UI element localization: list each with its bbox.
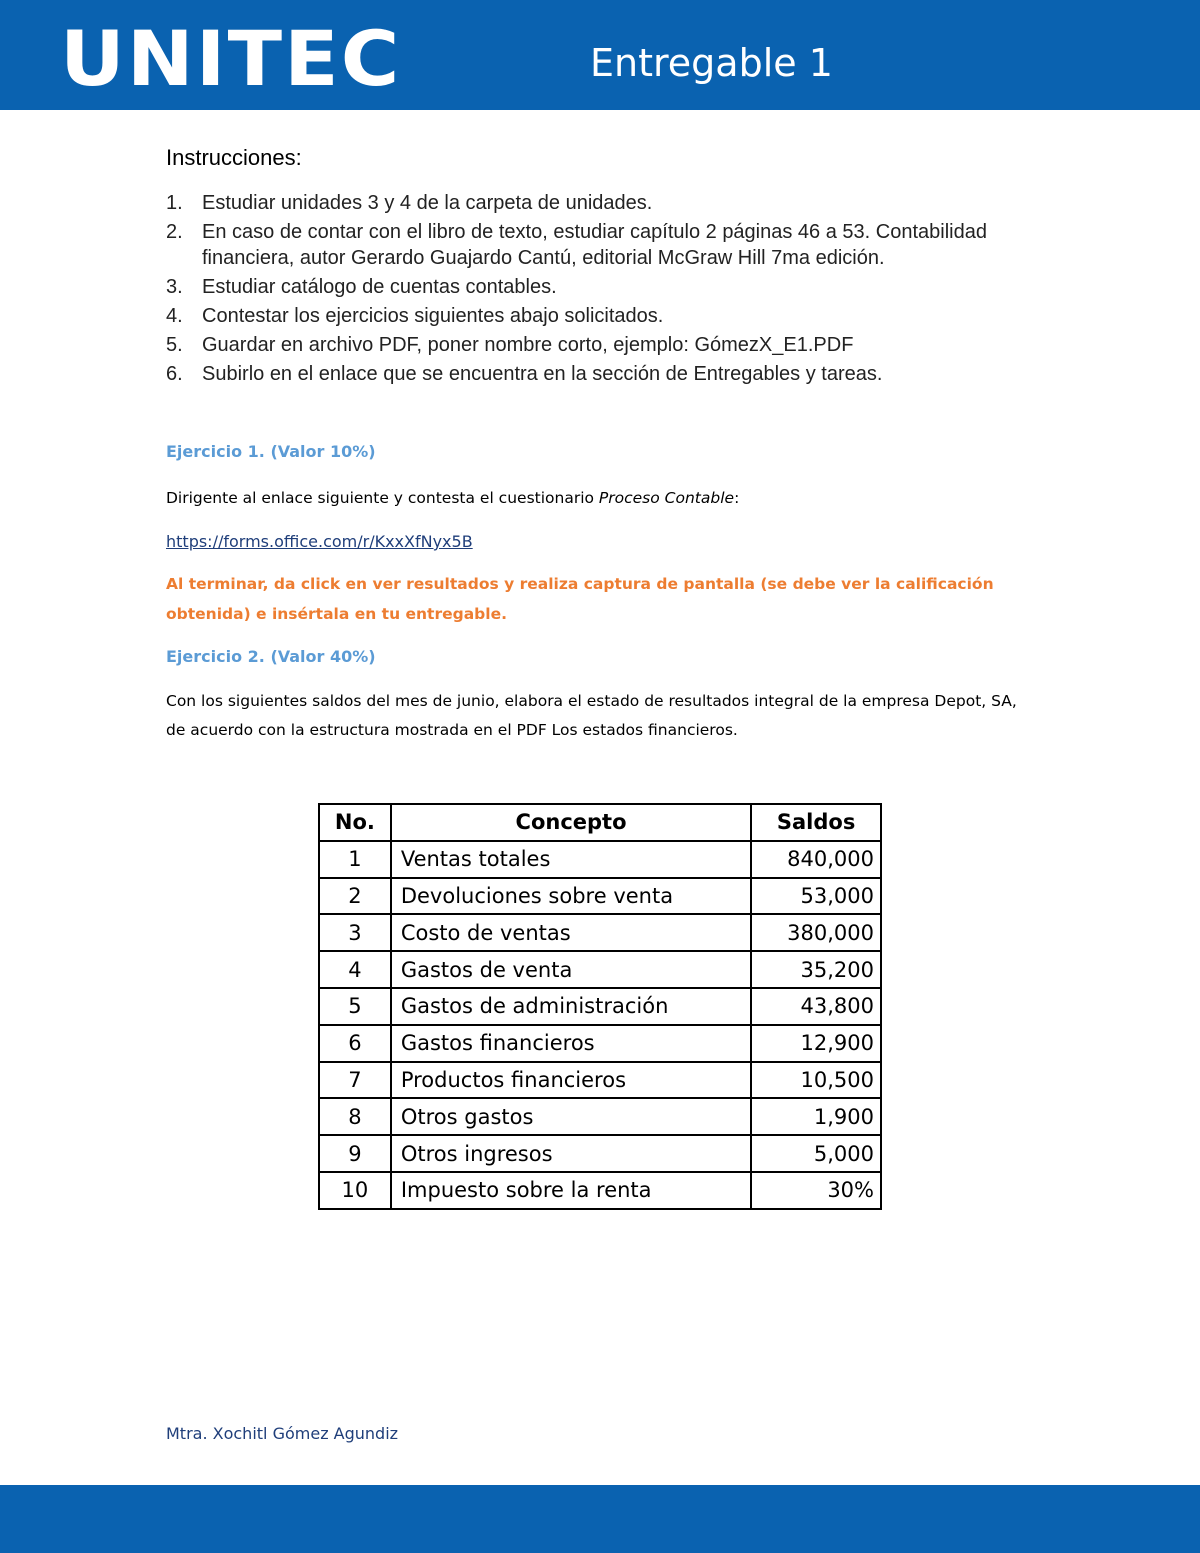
list-text: Estudiar catálogo de cuentas contables.: [202, 276, 557, 298]
cell-concepto: Ventas totales: [391, 841, 751, 878]
list-text: Contestar los ejercicios siguientes abajo solicitados.: [202, 305, 664, 327]
cell-concepto: Impuesto sobre la renta: [391, 1172, 751, 1209]
cell-concepto: Otros ingresos: [391, 1135, 751, 1172]
exercise2-heading: Ejercicio 2. (Valor 40%): [166, 647, 376, 666]
unitec-logo: UNITEC: [60, 14, 402, 103]
list-item: [166, 332, 1026, 358]
cell-concepto: Gastos financieros: [391, 1025, 751, 1062]
table-row: [319, 951, 881, 988]
footer-author: Mtra. Xochitl Gómez Agundiz: [166, 1424, 399, 1443]
list-number: 6.: [166, 363, 183, 385]
table-header-row: [319, 804, 881, 841]
table-row: [319, 1098, 881, 1135]
list-text: Subirlo en el enlace que se encuentra en la sección de Entregables y tareas.: [202, 363, 883, 385]
cell-saldo: 1,900: [751, 1098, 881, 1135]
list-item: [166, 361, 1026, 387]
cell-concepto: Gastos de venta: [391, 951, 751, 988]
table-row: [319, 878, 881, 915]
table-row: [319, 1025, 881, 1062]
cell-concepto: Productos financieros: [391, 1062, 751, 1099]
forms-link[interactable]: https://forms.office.com/r/KxxXfNyx5B: [166, 532, 473, 551]
list-item: [166, 303, 1026, 329]
cell-concepto: Gastos de administración: [391, 988, 751, 1025]
cell-saldo: 43,800: [751, 988, 881, 1025]
list-number: 1.: [166, 192, 183, 214]
list-text: Guardar en archivo PDF, poner nombre corto, ejemplo: GómezX_E1.PDF: [202, 334, 854, 356]
table-row: [319, 1135, 881, 1172]
header-saldos: Saldos: [751, 804, 881, 841]
balances-table: [318, 803, 882, 1210]
cell-no: 6: [319, 1025, 391, 1062]
cell-no: 2: [319, 878, 391, 915]
prompt-text: Dirigente al enlace siguiente y contesta el cuestionario: [166, 489, 599, 507]
cell-no: 8: [319, 1098, 391, 1135]
list-text: Estudiar unidades 3 y 4 de la carpeta de unidades.: [202, 192, 653, 214]
table-row: [319, 914, 881, 951]
header-bar: [0, 0, 1200, 110]
list-item: [166, 219, 1026, 271]
list-item: [166, 274, 1026, 300]
cell-no: 3: [319, 914, 391, 951]
cell-saldo: 30%: [751, 1172, 881, 1209]
list-number: 2.: [166, 221, 183, 243]
instructions-list: [166, 190, 1026, 390]
cell-no: 5: [319, 988, 391, 1025]
table-row: [319, 1062, 881, 1099]
list-number: 4.: [166, 305, 183, 327]
cell-no: 10: [319, 1172, 391, 1209]
cell-saldo: 380,000: [751, 914, 881, 951]
cell-saldo: 12,900: [751, 1025, 881, 1062]
cell-no: 9: [319, 1135, 391, 1172]
cell-no: 4: [319, 951, 391, 988]
cell-saldo: 840,000: [751, 841, 881, 878]
header-no: No.: [319, 804, 391, 841]
list-item: [166, 190, 1026, 216]
document-title: Entregable 1: [590, 41, 833, 85]
exercise1-note: Al terminar, da click en ver resultados y realiza captura de pantalla (se debe ver la calificación obtenida) e insértala en tu entregable.: [166, 575, 994, 623]
footer-bar: [0, 1485, 1200, 1553]
instructions-heading: Instrucciones:: [166, 145, 302, 170]
prompt-italic-text: Proceso Contable: [598, 489, 735, 507]
cell-concepto: Devoluciones sobre venta: [391, 878, 751, 915]
exercise1-prompt: [166, 484, 1036, 513]
exercise2-prompt: Con los siguientes saldos del mes de junio, elabora el estado de resultados integral de la empresa Depot, SA, de acuerdo con la estructura mostrada en el PDF Los estados financieros.: [166, 692, 1017, 739]
cell-saldo: 53,000: [751, 878, 881, 915]
cell-saldo: 35,200: [751, 951, 881, 988]
list-number: 5.: [166, 334, 183, 356]
table-row: [319, 988, 881, 1025]
list-text: En caso de contar con el libro de texto, estudiar capítulo 2 páginas 46 a 53. Contabilidad financiera, autor Gerardo Guajardo Cantú, editorial McGraw Hill 7ma edición.: [202, 221, 987, 269]
list-number: 3.: [166, 276, 183, 298]
table-row: [319, 841, 881, 878]
cell-concepto: Costo de ventas: [391, 914, 751, 951]
table-row: [319, 1172, 881, 1209]
prompt-text-end: :: [734, 489, 740, 507]
cell-saldo: 10,500: [751, 1062, 881, 1099]
cell-saldo: 5,000: [751, 1135, 881, 1172]
cell-no: 1: [319, 841, 391, 878]
cell-concepto: Otros gastos: [391, 1098, 751, 1135]
cell-no: 7: [319, 1062, 391, 1099]
header-concepto: Concepto: [391, 804, 751, 841]
exercise1-heading: Ejercicio 1. (Valor 10%): [166, 442, 376, 461]
